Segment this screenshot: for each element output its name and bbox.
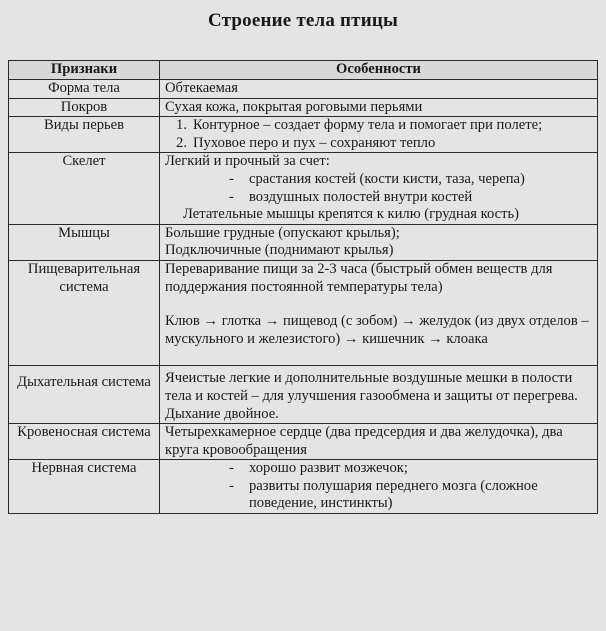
skeleton-note: Летательные мышцы крепятся к килю (грудная кость) [183,206,520,223]
row-value [160,366,598,424]
row-value [160,224,598,260]
dash-marker: - [229,170,234,187]
dash-marker: - [229,477,234,494]
row-key: Пищеварительная система [9,260,160,365]
paragraph-gap [165,348,593,365]
row-value: Четырехкамерное сердце (два предсердия и два желудочка), два круга кровообращения [160,424,598,460]
row-key: Скелет [9,153,160,224]
table-row [9,80,598,99]
list-item [165,117,593,135]
list-number: 2. [176,134,187,151]
list-text: хорошо развит мозжечок; [249,460,408,477]
table-row [9,260,598,365]
list-number: 1. [176,117,187,134]
respiratory-paragraph: Дыхание двойное. [165,405,279,422]
digestive-paragraph: Переваривание пищи за 2-3 часа (быстрый обмен веществ для поддержания постоянной температуры тела) [165,260,553,295]
list-text: развиты полушария переднего мозга (сложное поведение, инстинкты) [249,477,538,512]
row-value: Обтекаемая [160,80,598,99]
list-text: воздушных полостей внутри костей [249,188,473,205]
list-item [165,189,593,207]
list-text: Контурное – создает форму тела и помогает при полете; [193,117,543,134]
row-key: Мышцы [9,224,160,260]
row-key: Кровеносная система [9,424,160,460]
table-row [9,98,598,117]
row-value [160,260,598,365]
column-header-feature: Признаки [9,61,160,80]
page-title: Строение тела птицы [207,10,399,31]
list-item [165,460,593,478]
list-text: срастания костей (кости кисти, таза, черепа) [249,170,525,187]
column-header-details: Особенности [160,61,598,80]
table-row [9,460,598,514]
list-item [165,171,593,189]
row-value [160,153,598,224]
muscle-line: Подключичные (поднимают крылья) [165,242,394,259]
table-row [9,153,598,224]
row-key: Нервная система [9,460,160,514]
respiratory-paragraph: Ячеистые легкие и дополнительные воздушные мешки в полости тела и костей – для улучшения газообмена и защиты от перегрева. [165,370,578,404]
muscle-line: Большие грудные (опускают крылья); [165,224,400,241]
bird-structure-table [8,60,598,514]
list-item [165,478,593,513]
dash-marker: - [229,188,234,205]
row-value [160,117,598,153]
row-value: Сухая кожа, покрытая роговыми перьями [160,98,598,117]
table-row [9,117,598,153]
digestive-paragraph: Клюв → глотка → пищевод (с зобом) → желудок (из двух отделов – мускульного и железистого) → кишечник → клоака [165,313,589,347]
list-item [165,135,593,153]
row-key: Форма тела [9,80,160,99]
row-key: Дыхательная система [9,366,160,424]
table-header-row [9,61,598,80]
skeleton-intro: Легкий и прочный за счет: [165,153,330,170]
paragraph-gap [165,296,593,313]
row-key: Покров [9,98,160,117]
list-text: Пуховое перо и пух – сохраняют тепло [193,134,436,151]
table-row [9,366,598,424]
dash-marker: - [229,460,234,477]
row-value [160,460,598,514]
table-row [9,424,598,460]
table-row [9,224,598,260]
row-key: Виды перьев [9,117,160,153]
